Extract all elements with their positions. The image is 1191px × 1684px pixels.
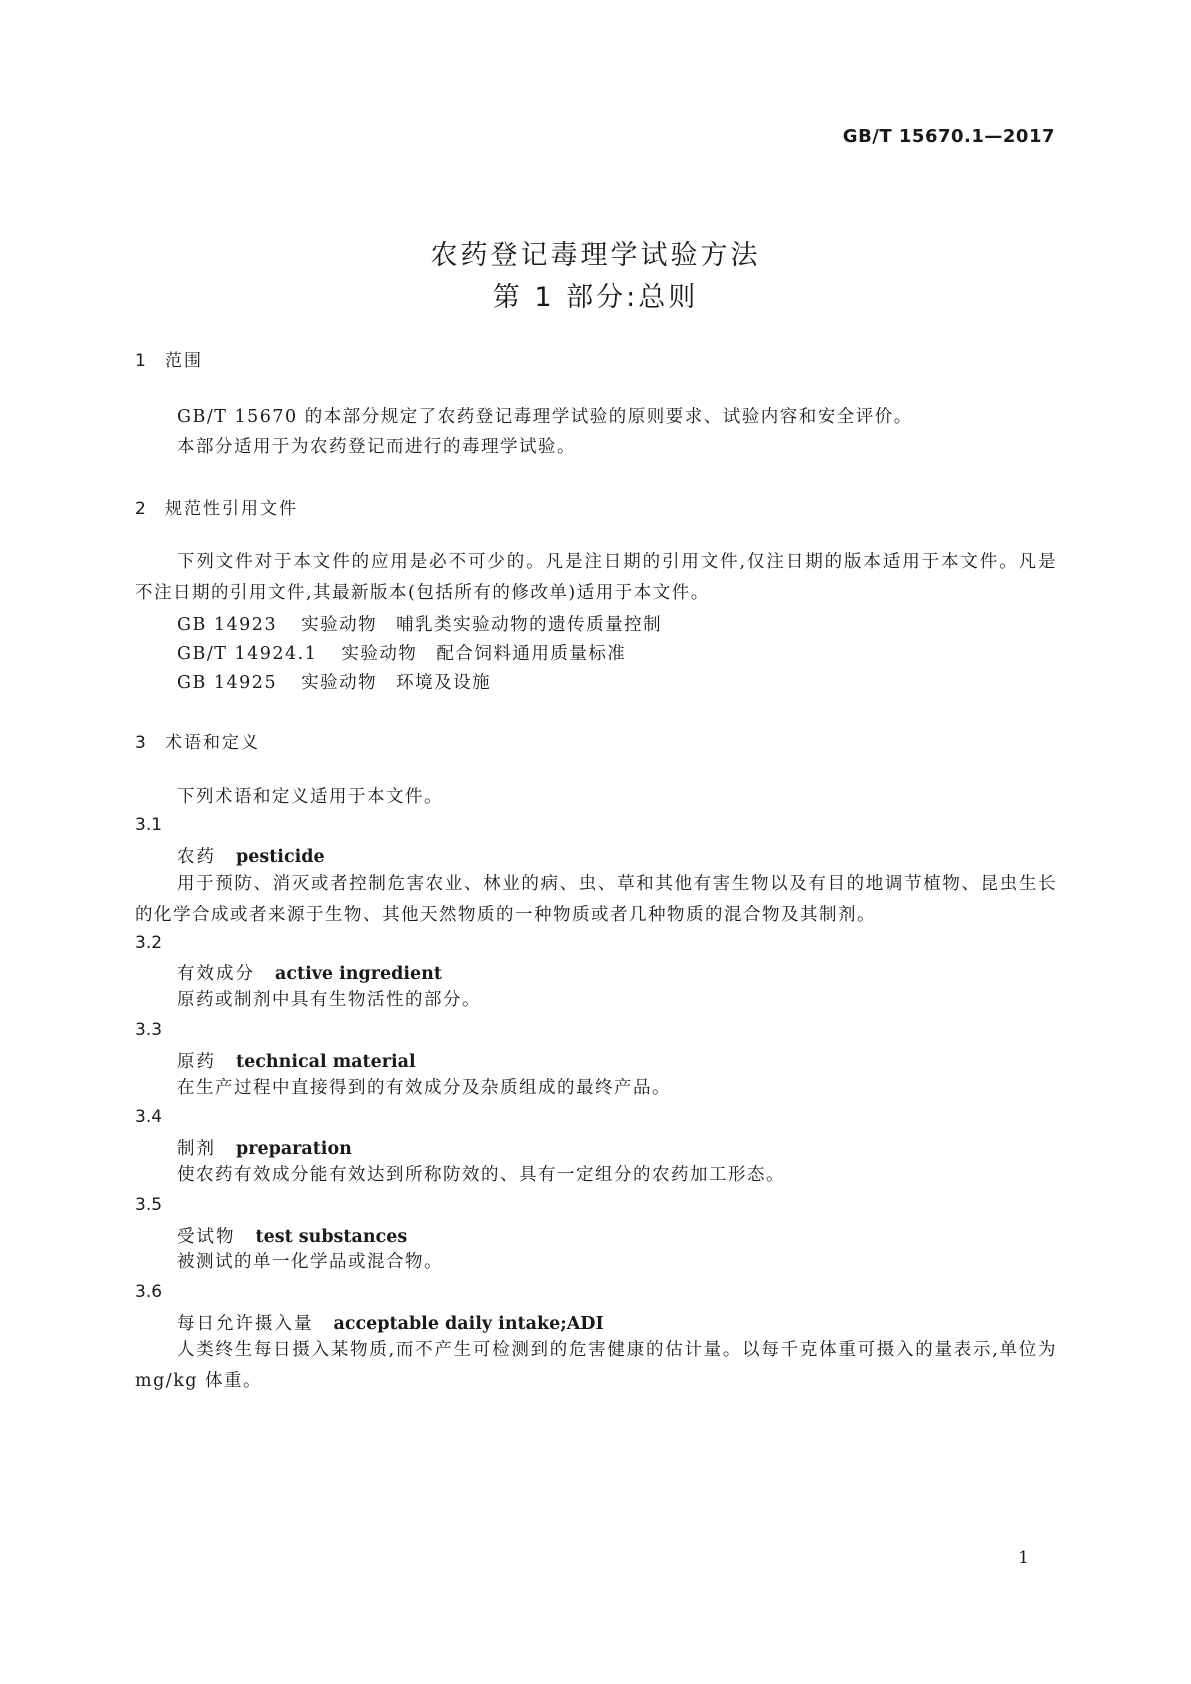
term-number: 3.4 <box>135 1107 163 1127</box>
standard-number: GB/T 15670.1—2017 <box>842 126 1055 147</box>
paragraph: 本部分适用于为农药登记而进行的毒理学试验。 <box>177 437 576 457</box>
document-subtitle: 第 1 部分:总则 <box>492 282 699 313</box>
reference-title: 实验动物 哺乳类实验动物的遗传质量控制 <box>301 615 663 635</box>
term-en: test substances <box>255 1227 408 1247</box>
term-zh: 每日允许摄入量 <box>177 1314 314 1334</box>
section-title: 术语和定义 <box>165 733 260 753</box>
term-definition: 用于预防、消灭或者控制危害农业、林业的病、虫、草和其他有害生物以及有目的地调节植物、昆虫生长的化学合成或者来源于生物、其他天然物质的一种物质或者几种物质的混合物及其制剂。 <box>135 874 1057 925</box>
section-number: 3 <box>135 733 148 753</box>
term-definition: 使农药有效成分能有效达到所称防效的、具有一定组分的农药加工形态。 <box>177 1165 785 1185</box>
term-entry <box>177 1135 352 1160</box>
reference-code: GB 14923 <box>177 615 278 635</box>
term-zh: 有效成分 <box>177 964 255 984</box>
section-number: 2 <box>135 499 148 519</box>
term-number: 3.1 <box>135 815 163 835</box>
paragraph: 下列术语和定义适用于本文件。 <box>177 787 443 807</box>
term-definition: 被测试的单一化学品或混合物。 <box>177 1252 443 1272</box>
term-definition: 人类终生每日摄入某物质,而不产生可检测到的危害健康的估计量。以每千克体重可摄入的量表示,单位为 mg/kg 体重。 <box>135 1340 1057 1391</box>
term-definition: 在生产过程中直接得到的有效成分及杂质组成的最终产品。 <box>177 1078 671 1098</box>
term-definition: 原药或制剂中具有生物活性的部分。 <box>177 990 481 1010</box>
term-entry <box>177 843 325 868</box>
reference-item <box>177 640 626 665</box>
term-en: acceptable daily intake;ADI <box>333 1314 604 1334</box>
reference-title: 实验动物 配合饲料通用质量标准 <box>341 644 627 664</box>
reference-item <box>177 669 491 694</box>
document-title: 农药登记毒理学试验方法 <box>430 240 761 271</box>
term-entry <box>177 960 442 985</box>
section-heading-normative-references <box>135 494 298 519</box>
term-number: 3.3 <box>135 1020 163 1040</box>
section-title: 范围 <box>165 351 203 371</box>
paragraph: GB/T 15670 的本部分规定了农药登记毒理学试验的原则要求、试验内容和安全评价。 <box>177 407 913 427</box>
term-entry <box>177 1223 407 1248</box>
term-number: 3.5 <box>135 1195 163 1215</box>
term-zh: 制剂 <box>177 1139 216 1159</box>
term-number: 3.6 <box>135 1282 163 1302</box>
page-number: 1 <box>1018 1548 1029 1568</box>
section-title: 规范性引用文件 <box>165 499 298 519</box>
reference-code: GB/T 14924.1 <box>177 644 318 664</box>
section-number: 1 <box>135 351 148 371</box>
term-entry <box>177 1048 416 1073</box>
reference-title: 实验动物 环境及设施 <box>301 673 492 693</box>
term-en: technical material <box>236 1052 416 1072</box>
term-en: preparation <box>236 1139 352 1159</box>
section-heading-scope <box>135 346 203 371</box>
term-entry <box>177 1310 604 1335</box>
term-number: 3.2 <box>135 933 163 953</box>
term-en: pesticide <box>236 847 325 867</box>
term-zh: 原药 <box>177 1052 216 1072</box>
term-en: active ingredient <box>275 964 442 984</box>
paragraph: 下列文件对于本文件的应用是必不可少的。凡是注日期的引用文件,仅注日期的版本适用于本文件。凡是不注日期的引用文件,其最新版本(包括所有的修改单)适用于本文件。 <box>135 552 1057 603</box>
reference-item <box>177 611 662 636</box>
term-zh: 农药 <box>177 847 216 867</box>
reference-code: GB 14925 <box>177 673 278 693</box>
term-zh: 受试物 <box>177 1227 236 1247</box>
section-heading-terms-definitions <box>135 728 260 753</box>
